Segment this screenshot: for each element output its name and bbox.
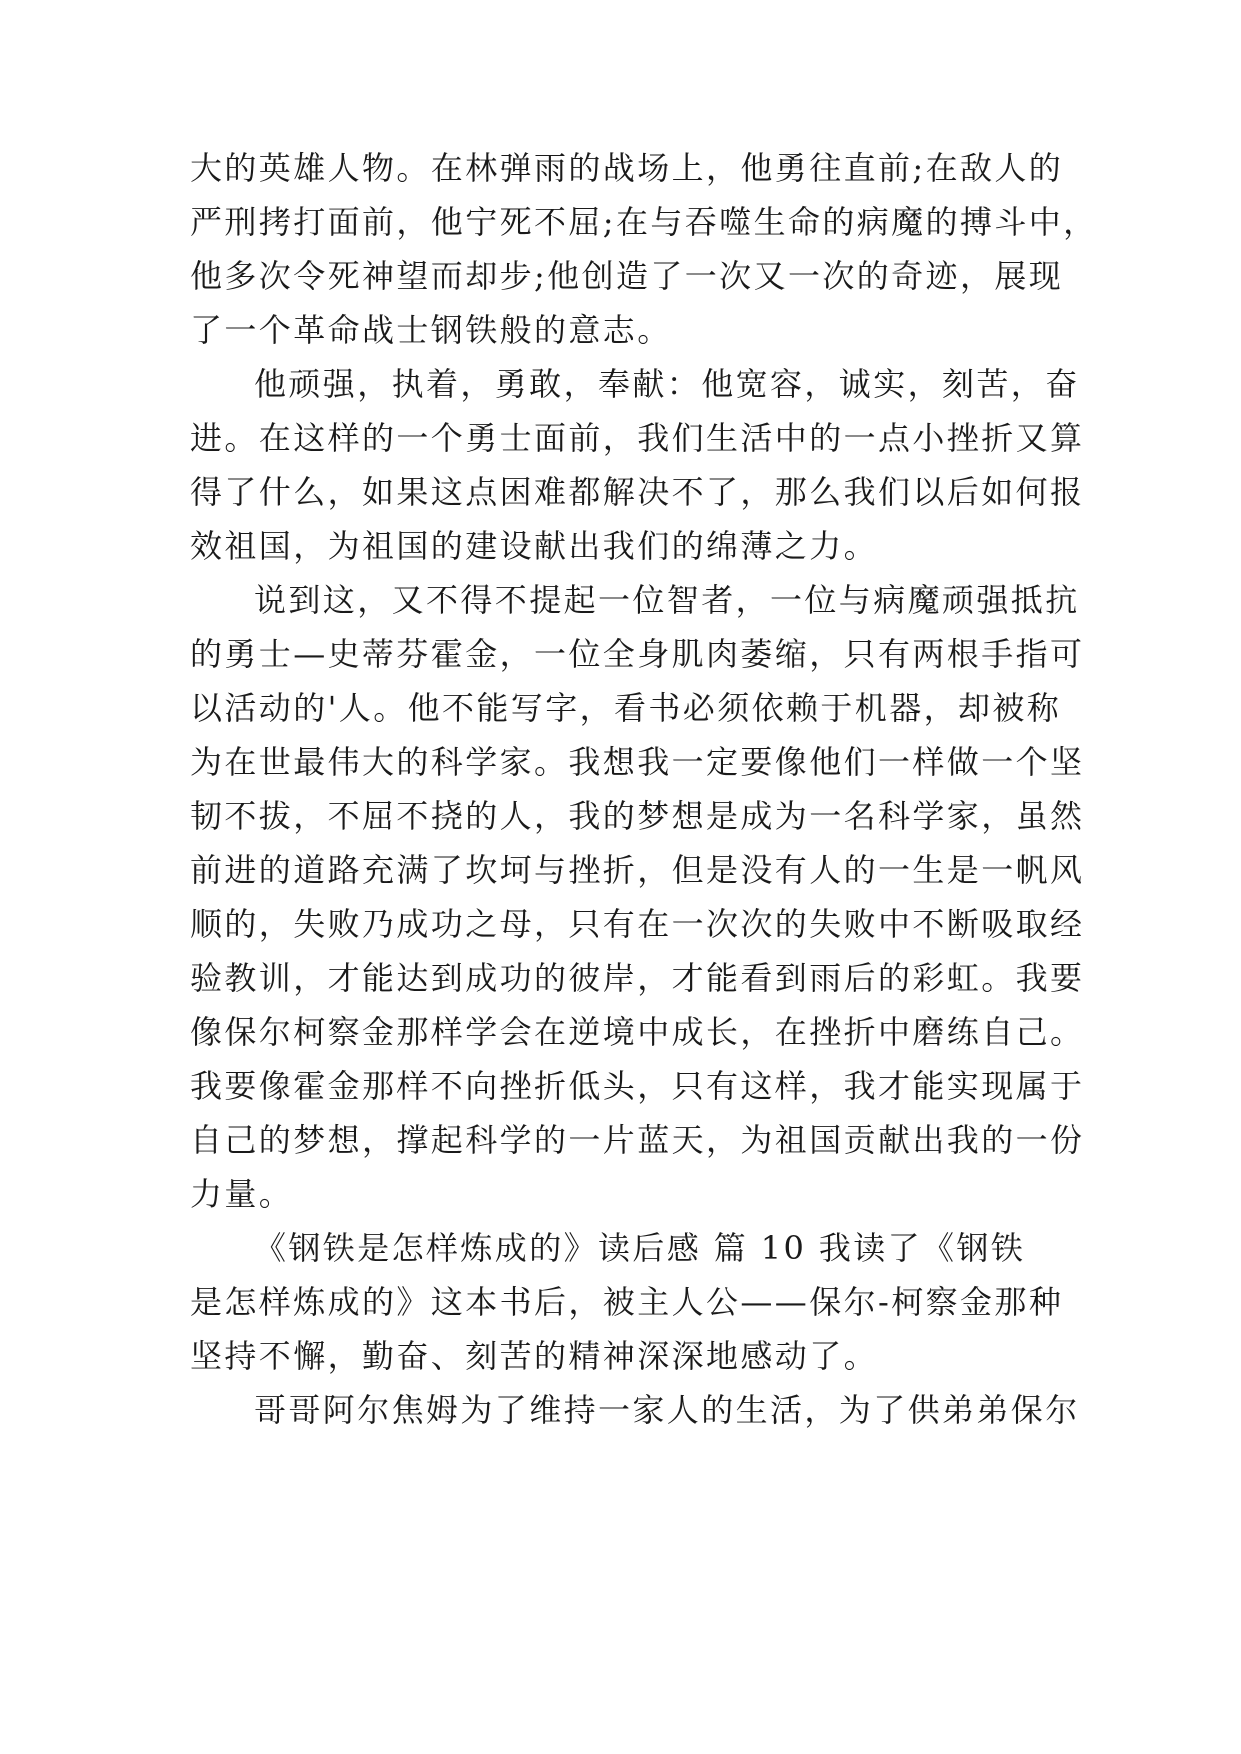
text-line: 验教训，才能达到成功的彼岸，才能看到雨后的彩虹。我要 [190,959,1085,997]
text-line: 他多次令死神望而却步;他创造了一次又一次的奇迹，展现 [190,257,1064,295]
text-line: 大的英雄人物。在林弹雨的战场上，他勇往直前;在敌人的 [190,149,1064,187]
text-line: 哥哥阿尔焦姆为了维持一家人的生活，为了供弟弟保尔 [254,1391,1080,1429]
text-line: 坚持不懈，勤奋、刻苦的精神深深地感动了。 [190,1337,879,1375]
text-line: 像保尔柯察金那样学会在逆境中成长，在挫折中磨练自己。 [190,1013,1085,1051]
text-line: 了一个革命战士钢铁般的意志。 [190,311,672,349]
text-line: 是怎样炼成的》这本书后，被主人公——保尔-柯察金那种 [190,1283,1064,1321]
text-line: 顺的，失败乃成功之母，只有在一次次的失败中不断吸取经 [190,905,1085,943]
text-line: 为在世最伟大的科学家。我想我一定要像他们一样做一个坚 [190,743,1085,781]
text-line: 以活动的'人。他不能写字，看书必须依赖于机器，却被称 [190,689,1062,727]
text-line: 得了什么，如果这点困难都解决不了，那么我们以后如何报 [190,473,1085,511]
text-line: 严刑拷打面前，他宁死不屈;在与吞噬生命的病魔的搏斗中， [190,203,1098,241]
text-line: 进。在这样的一个勇士面前，我们生活中的一点小挫折又算 [190,419,1085,457]
text-line: 韧不拔，不屈不挠的人，我的梦想是成为一名科学家，虽然 [190,797,1085,835]
text-line: 效祖国，为祖国的建设献出我们的绵薄之力。 [190,527,879,565]
text-line: 说到这，又不得不提起一位智者，一位与病魔顽强抵抗 [254,581,1080,619]
text-line: 我要像霍金那样不向挫折低头，只有这样，我才能实现属于 [190,1067,1085,1105]
text-line: 《钢铁是怎样炼成的》读后感 篇 10 我读了《钢铁 [254,1229,1026,1267]
text-line: 他顽强，执着，勇敢，奉献：他宽容，诚实，刻苦，奋 [254,365,1080,403]
text-line: 前进的道路充满了坎坷与挫折，但是没有人的一生是一帆风 [190,851,1085,889]
text-line: 的勇士—史蒂芬霍金，一位全身肌肉萎缩，只有两根手指可 [190,635,1085,673]
text-line: 力量。 [190,1175,294,1213]
text-line: 自己的梦想，撑起科学的一片蓝天，为祖国贡献出我的一份 [190,1121,1085,1159]
